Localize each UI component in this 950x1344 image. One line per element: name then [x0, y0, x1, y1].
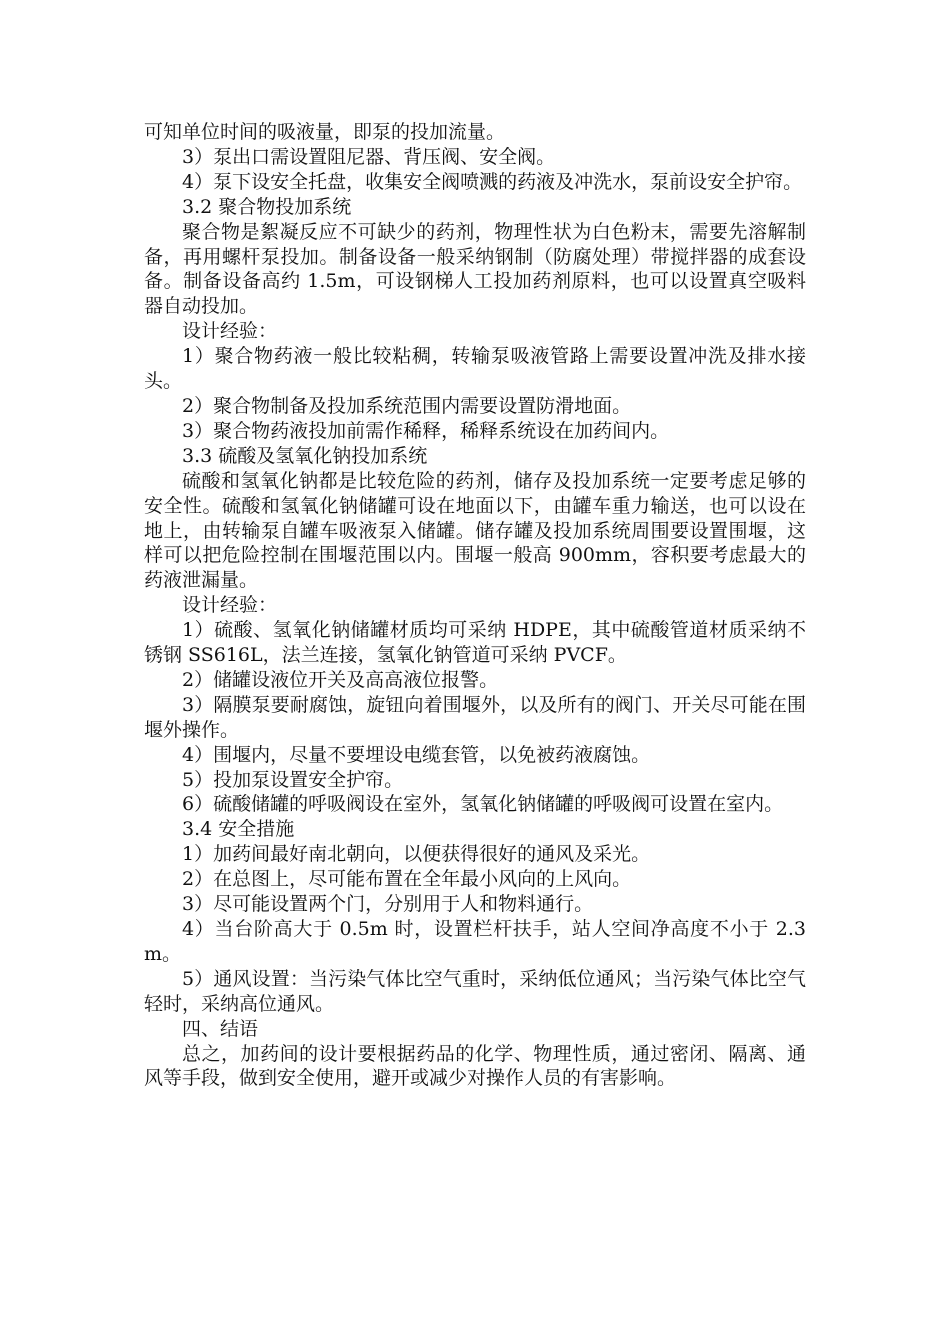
section-heading: 3.3 硫酸及氢氧化钠投加系统 — [182, 444, 428, 467]
list-item: 2）储罐设液位开关及高高液位报警。 — [182, 668, 499, 691]
list-item: 3）尽可能设置两个门，分别用于人和物料通行。 — [182, 893, 594, 916]
list-item: 3）聚合物药液投加前需作稀释，稀释系统设在加药间内。 — [182, 419, 670, 442]
subheading: 设计经验： — [182, 594, 278, 617]
body-paragraph: 聚合物是絮凝反应不可缺少的药剂，物理性状为白色粉末，需要先溶解制备，再用螺杆泵投加。制备设备一般采纳钢制（防腐处理）带搅拌器的成套设备。制备设备高约 1.5m，可设钢梯人工投加药剂原料，也可以设置真空吸料器自动投加。 — [144, 220, 806, 318]
paragraph-continuation: 可知单位时间的吸液量，即泵的投加流量。 — [144, 121, 506, 143]
list-item: 2）在总图上，尽可能布置在全年最小风向的上风向。 — [182, 868, 632, 891]
list-item: 4）泵下设安全托盘，收集安全阀喷溅的药液及冲洗水，泵前设安全护帘。 — [182, 170, 803, 193]
list-item: 1）硫酸、氢氧化钠储罐材质均可采纳 HDPE，其中硫酸管道材质采纳不锈钢 SS616L，法兰连接，氢氧化钠管道可采纳 PVCF。 — [144, 619, 806, 667]
list-item: 1）聚合物药液一般比较粘稠，转输泵吸液管路上需要设置冲洗及排水接头。 — [144, 345, 806, 393]
list-item: 5）通风设置：当污染气体比空气重时，采纳低位通风；当污染气体比空气轻时，采纳高位通风。 — [144, 967, 806, 1015]
list-item: 5）投加泵设置安全护帘。 — [182, 768, 404, 791]
document-body — [144, 120, 806, 1091]
section-heading: 四、结语 — [182, 1017, 259, 1040]
list-item: 6）硫酸储罐的呼吸阀设在室外，氢氧化钠储罐的呼吸阀可设置在室内。 — [182, 793, 784, 816]
body-paragraph: 总之，加药间的设计要根据药品的化学、物理性质，通过密闭、隔离、通风等手段，做到安全使用，避开或减少对操作人员的有害影响。 — [144, 1042, 806, 1090]
section-heading: 3.2 聚合物投加系统 — [182, 195, 352, 218]
list-item: 2）聚合物制备及投加系统范围内需要设置防滑地面。 — [182, 394, 632, 417]
body-paragraph: 硫酸和氢氧化钠都是比较危险的药剂，储存及投加系统一定要考虑足够的安全性。硫酸和氢氧化钠储罐可设在地面以下，由罐车重力输送，也可以设在地上，由转输泵自罐车吸液泵入储罐。储存罐及投加系统周围要设置围堰，这样可以把危险控制在围堰范围以内。围堰一般高 900mm，容积要考虑最大的药液泄漏量。 — [144, 469, 806, 592]
list-item: 3）隔膜泵要耐腐蚀，旋钮向着围堰外，以及所有的阀门、开关尽可能在围堰外操作。 — [144, 693, 806, 741]
list-item: 3）泵出口需设置阻尼器、背压阀、安全阀。 — [182, 145, 556, 168]
list-item: 1）加药间最好南北朝向，以便获得很好的通风及采光。 — [182, 843, 651, 866]
list-item: 4）当台阶高大于 0.5m 时，设置栏杆扶手，站人空间净高度不小于 2.3m。 — [144, 918, 806, 965]
section-heading: 3.4 安全措施 — [182, 818, 295, 841]
list-item: 4）围堰内，尽量不要埋设电缆套管，以免被药液腐蚀。 — [182, 743, 651, 766]
subheading: 设计经验： — [182, 320, 278, 343]
